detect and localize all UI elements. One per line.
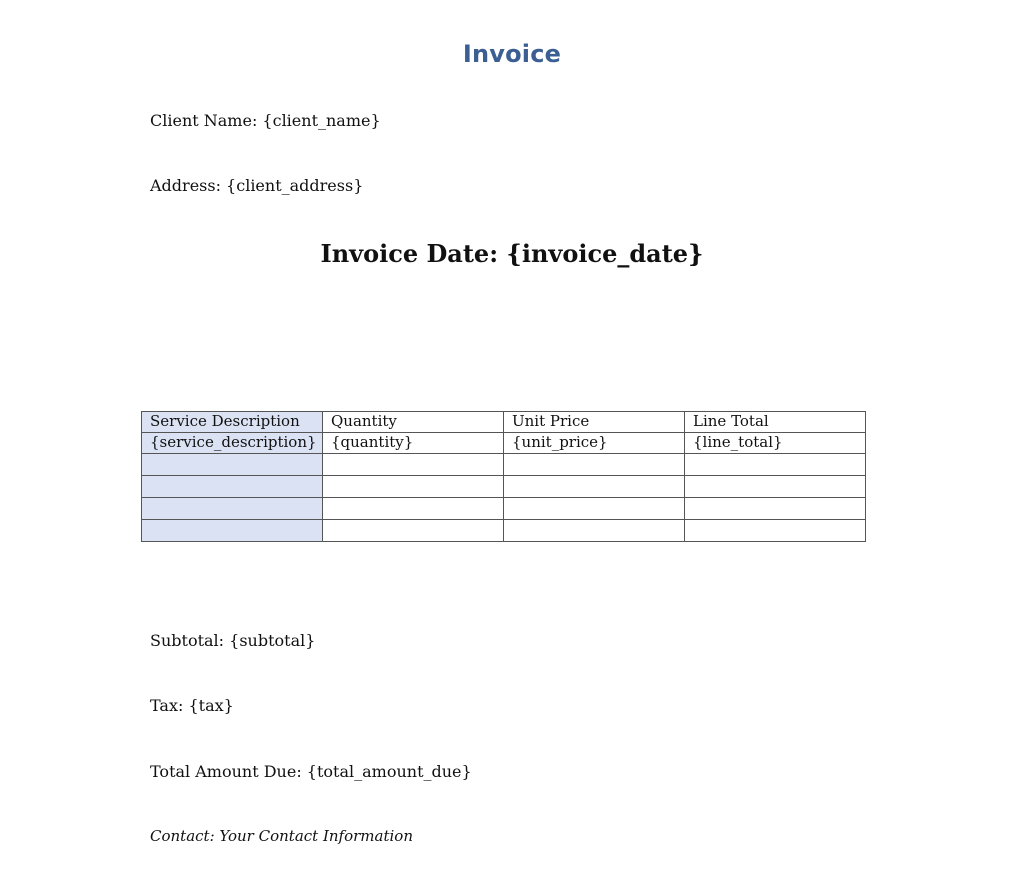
table-header-row <box>142 412 866 433</box>
header-service-description: Service Description <box>142 412 323 433</box>
subtotal-line: Subtotal: {subtotal} <box>150 631 316 650</box>
cell-unit-price <box>504 520 685 542</box>
cell-service-description <box>142 476 323 498</box>
invoice-date-heading: Invoice Date: {invoice_date} <box>320 239 704 268</box>
cell-unit-price: {unit_price} <box>504 433 685 454</box>
document-title: Invoice <box>462 40 562 68</box>
cell-quantity: {quantity} <box>323 433 504 454</box>
cell-line-total <box>685 454 866 476</box>
cell-unit-price <box>504 476 685 498</box>
cell-unit-price <box>504 498 685 520</box>
table-row <box>142 520 866 542</box>
contact-line: Contact: Your Contact Information <box>150 827 413 845</box>
table-row <box>142 433 866 454</box>
cell-quantity <box>323 520 504 542</box>
client-name-line: Client Name: {client_name} <box>150 111 381 130</box>
address-line: Address: {client_address} <box>150 176 364 195</box>
cell-quantity <box>323 476 504 498</box>
cell-service-description: {service_description} <box>142 433 323 454</box>
cell-line-total <box>685 498 866 520</box>
cell-service-description <box>142 454 323 476</box>
header-quantity: Quantity <box>323 412 504 433</box>
table-row <box>142 454 866 476</box>
total-amount-due-line: Total Amount Due: {total_amount_due} <box>150 762 472 781</box>
table-row <box>142 498 866 520</box>
services-table <box>141 411 866 542</box>
cell-quantity <box>323 498 504 520</box>
header-line-total: Line Total <box>685 412 866 433</box>
cell-unit-price <box>504 454 685 476</box>
table-row <box>142 476 866 498</box>
cell-quantity <box>323 454 504 476</box>
cell-service-description <box>142 498 323 520</box>
header-unit-price: Unit Price <box>504 412 685 433</box>
cell-line-total <box>685 476 866 498</box>
cell-service-description <box>142 520 323 542</box>
tax-line: Tax: {tax} <box>150 696 234 715</box>
cell-line-total: {line_total} <box>685 433 866 454</box>
cell-line-total <box>685 520 866 542</box>
